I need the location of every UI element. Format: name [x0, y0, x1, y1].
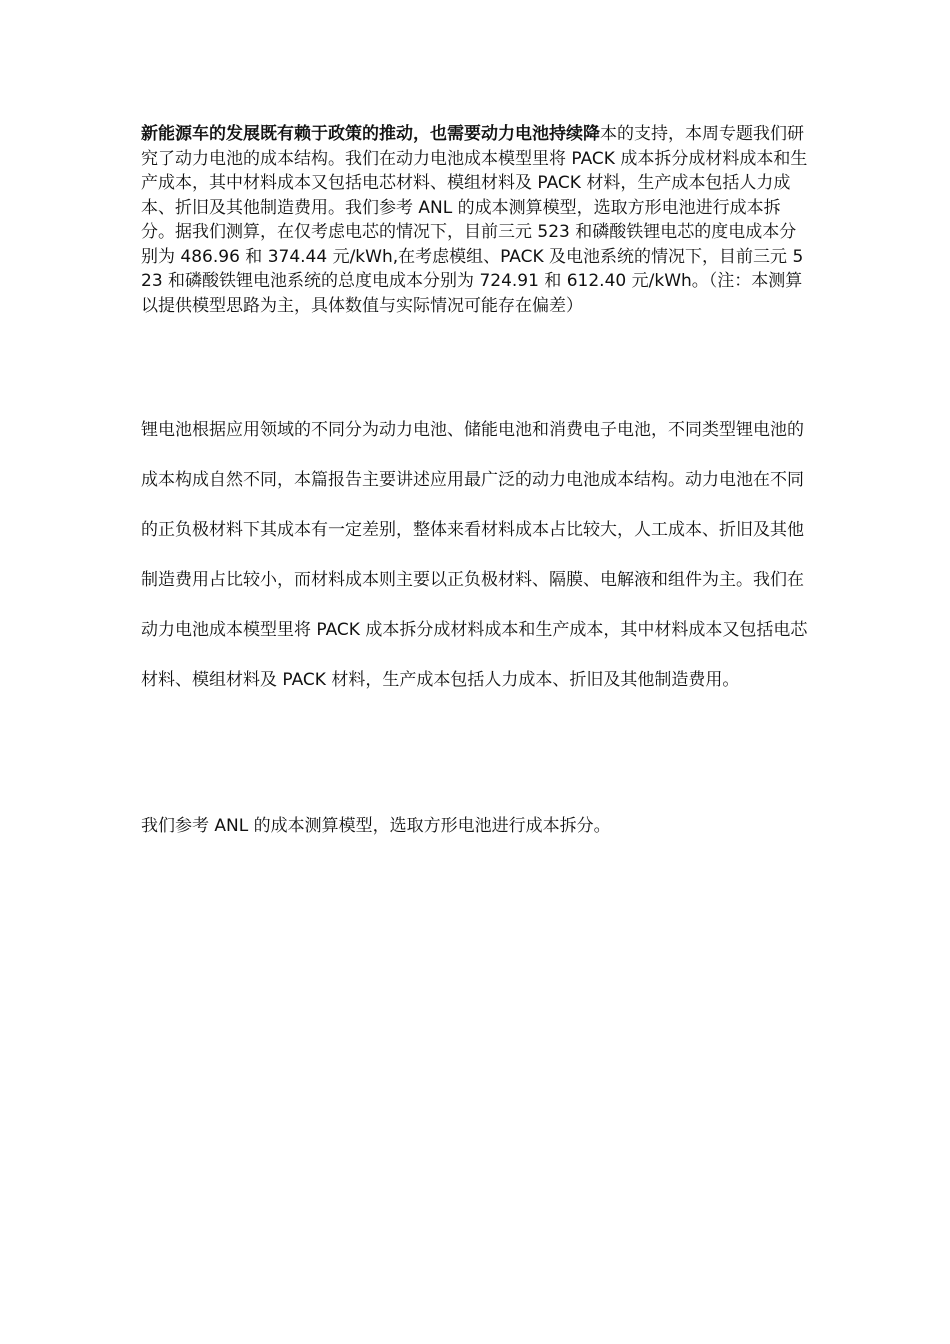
body-paragraph-1: 锂电池根据应用领域的不同分为动力电池、储能电池和消费电子电池，不同类型锂电池的成本构成自然不同，本篇报告主要讲述应用最广泛的动力电池成本结构。动力电池在不同的正负极材料下其成本有一定差别，整体来看材料成本占比较大，人工成本、折旧及其他制造费用占比较小，而材料成本则主要以正负极材料、隔膜、电解液和组件为主。我们在动力电池成本模型里将 PACK 成本拆分成材料成本和生产成本，其中材料成本又包括电芯材料、模组材料及 PACK 材料，生产成本包括人力成本、折旧及其他制造费用。: [141, 420, 808, 690]
summary-paragraph: [141, 122, 813, 318]
body-paragraph-2: 我们参考 ANL 的成本测算模型，选取方形电池进行成本拆分。: [141, 816, 611, 836]
summary-lead: 新能源车的发展既有赖于政策的推动，也需要动力电池持续降: [141, 124, 600, 144]
summary-text: 本的支持，本周专题我们研究了动力电池的成本结构。我们在动力电池成本模型里将 PACK 成本拆分成材料成本和生产成本，其中材料成本又包括电芯材料、模组材料及 PACK 材料，生产成本包括人力成本、折旧及其他制造费用。我们参考 ANL 的成本测算模型，选取方形电池进行成本拆分。据我们测算，在仅考虑电芯的情况下，目前三元 523 和磷酸铁锂电芯的度电成本分别为 486.96 和 374.44 元/kWh,在考虑模组、PACK 及电池系统的情况下，目前三元 523 和磷酸铁锂电池系统的总度电成本分别为 724.91 和 612.40 元/kWh。（注：本测算以提供模型思路为主，具体数值与实际情况可能存在偏差）: [141, 124, 808, 316]
